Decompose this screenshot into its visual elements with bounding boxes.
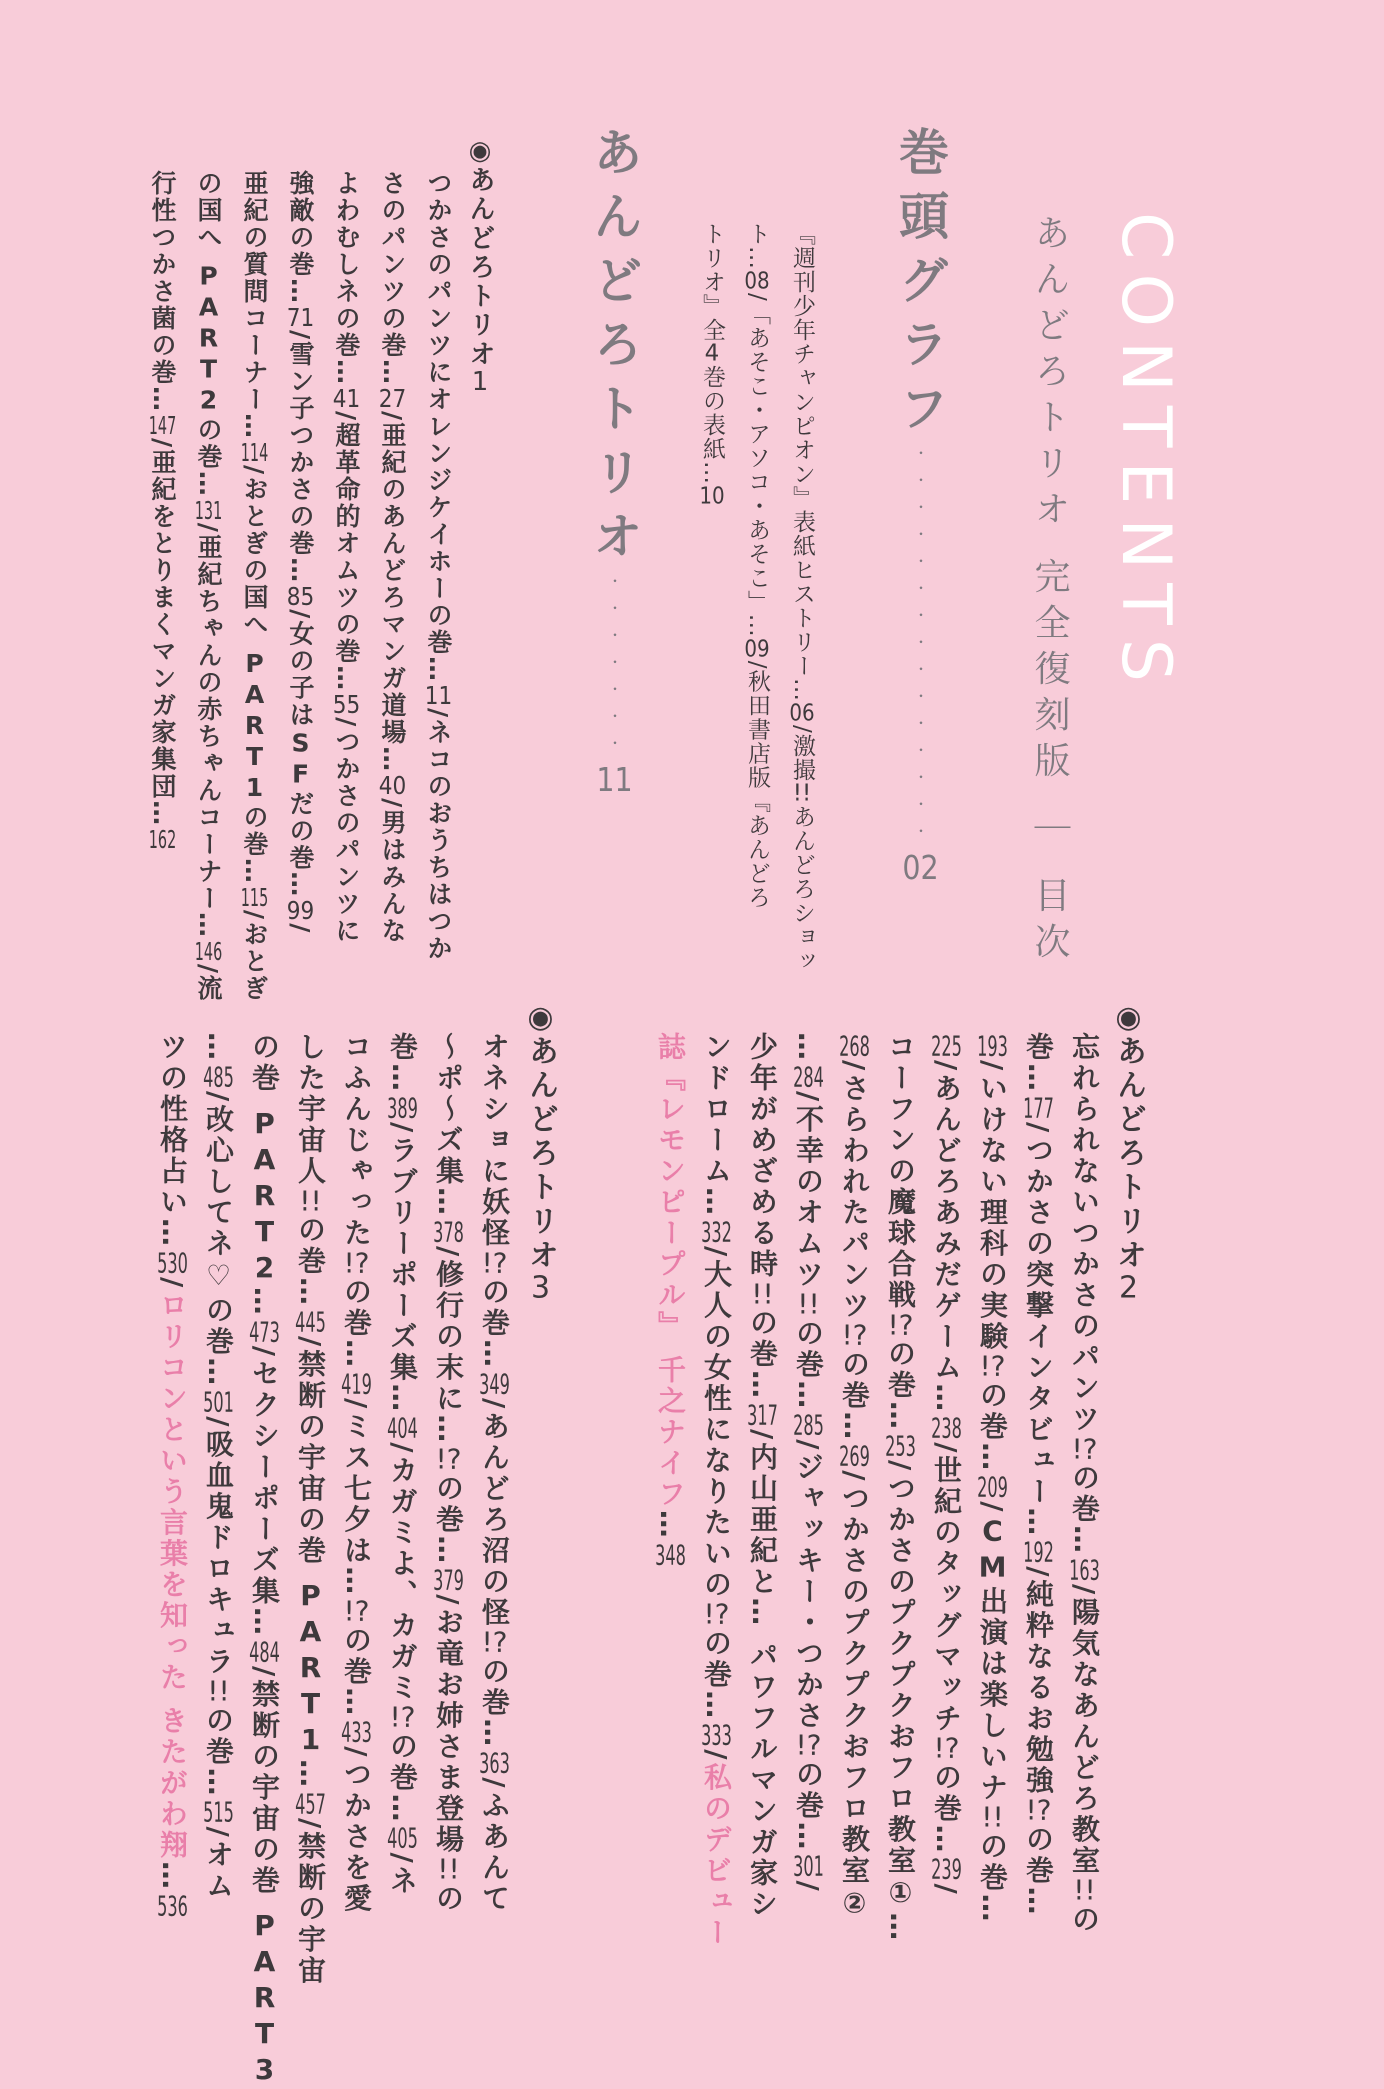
trio2-column-pink-text: 誌『レモンピープル』 千之ナイフ [654,1032,687,1510]
kanto-graph-column: ト…08/「あそこ・アソコ・あそこ」…09/秋田書店版『あんどろ [744,222,770,910]
kanto-graph-column: 『週刊少年チャンピオン』表紙ヒストリー…06/激撮!!あんどろショッ [789,222,815,973]
trio3-heading [518,1000,562,1303]
trio1-column: よわむしネの巻…41/超革命的オムツの巻…55/つかさのパンツに [332,170,361,945]
kanto-graph-leader-dots: ・・・・・・・・・・・・・・・ [912,446,928,851]
section-bullet: ◉ [465,136,495,166]
trio3-column-text: ツの性格占い…530/ [156,1032,189,1291]
trio1-column: 亜紀の質問コーナー…114/おとぎの国へ PART1の巻…115/おとぎ [240,170,269,1002]
trio2-column: 268/さらわれたパンツ!?の巻…269/つかさのプクプクおフロ教室② [838,1032,871,1923]
trio3-column-pink-text: ロリコンという言葉を知った きたがわ翔 [156,1290,189,1861]
trio3-column: 巻…389/ラブリーポーズ集…404/カガミよ、カガミ!?の巻…405/ネ [386,1032,419,1897]
trio2-column-pink-text: 私のデビュー [700,1762,733,1949]
trio3-heading-text: あんどろトリオ3 [523,1035,558,1303]
trio2-column-text: ンドローム…332/大人の女性になりたいの!?の巻…333/ [700,1032,733,1763]
trio2-column-with-accent [650,1032,690,1569]
kanto-graph-column: トリオ』全4巻の表紙…10 [699,222,725,508]
contents-title: CONTENTS [1106,212,1185,696]
series-heading-text: あんどろトリオ [585,126,643,574]
trio2-column: 巻…177/つかさの突撃インタビュー…192/純粋なるお勉強!?の巻… [1022,1032,1055,1918]
trio2-column: 少年がめざめる時!!の巻…317/内山亜紀と… パワフルマンガ家シ [746,1032,779,1920]
trio2-column: コーフンの魔球合戦!?の巻…253/つかさのプクプクおフロ教室①… [884,1032,917,1944]
trio3-column: 〜ポ〜ズ集…378/修行の末に…!?の巻…379/お竜お姉さま登場!!の [432,1032,465,1915]
trio3-column-with-accent [152,1032,192,1920]
series-leader-dots: ・・・・・・・ [606,574,622,763]
trio3-column-text: …536 [156,1860,189,1920]
trio2-column: …284/不幸のオムツ!!の巻…285/ジャッキー・つかさ!?の巻…301/ [792,1032,825,1894]
trio1-column: つかさのパンツにオレンジケイホーの巻…11/ネコのおうちはつか [424,170,453,963]
trio3-column: コふんじゃった!?の巻…419/ミス七夕は…!?の巻…433/つかさを愛 [340,1032,373,1915]
book-title: あんどろトリオ 完全復刻版 ｜ 目次 [1029,214,1070,969]
trio1-column: さのパンツの巻…27/亜紀のあんどろマンガ道場…40/男はみんな [378,170,407,945]
trio3-column: オネショに妖怪!?の巻…349/あんどろ沼の怪!?の巻…363/ふあんて [478,1032,511,1915]
trio3-column: した宇宙人!!の巻…445/禁断の宇宙の巻 PART1…457/禁断の宇宙 [294,1032,327,1987]
kanto-graph-page-number: 02 [902,851,939,884]
trio1-column: 強敵の巻…71/雪ン子つかさの巻…85/女の子はSFだの巻…99/ [286,170,315,935]
trio1-column: の国へ PART2の巻…131/亜紀ちゃんの赤ちゃんコーナー…146/流 [194,170,223,1002]
kanto-graph-heading [884,126,956,884]
trio3-column: …485/改心してネ♡の巻…501/吸血鬼ドロキュラ!!の巻…515/オム [202,1032,235,1902]
trio1-heading-text: あんどろトリオ1 [465,166,495,395]
series-heading [578,126,650,796]
trio1-column: 行性つかさ菌の巻…147/亜紀をとりまくマンガ家集団…162 [148,170,177,853]
trio2-column: 193/いけない理科の実験!?の巻…209/CM出演は楽しいナ!!の巻… [976,1032,1009,1925]
trio2-column: 忘れられないつかさのパンツ!?の巻…163/陽気なあんどろ教室!!の [1068,1032,1101,1936]
trio2-column: 225/あんどろあみだゲーム…238/世紀のタッグマッチ!?の巻…239/ [930,1032,963,1897]
series-page-number: 11 [596,763,633,796]
trio2-column-with-accent [696,1032,736,1948]
trio1-heading [462,136,499,395]
trio2-column-text: …348 [654,1509,687,1569]
section-bullet: ◉ [523,1000,558,1035]
trio2-heading [1106,1000,1150,1303]
section-bullet: ◉ [1111,1000,1146,1035]
trio2-heading-text: あんどろトリオ2 [1111,1035,1146,1303]
trio3-column: の巻 PART2…473/セクシーポーズ集…484/禁断の宇宙の巻 PART3 [248,1032,281,2089]
kanto-graph-heading-text: 巻頭グラフ [891,126,949,446]
